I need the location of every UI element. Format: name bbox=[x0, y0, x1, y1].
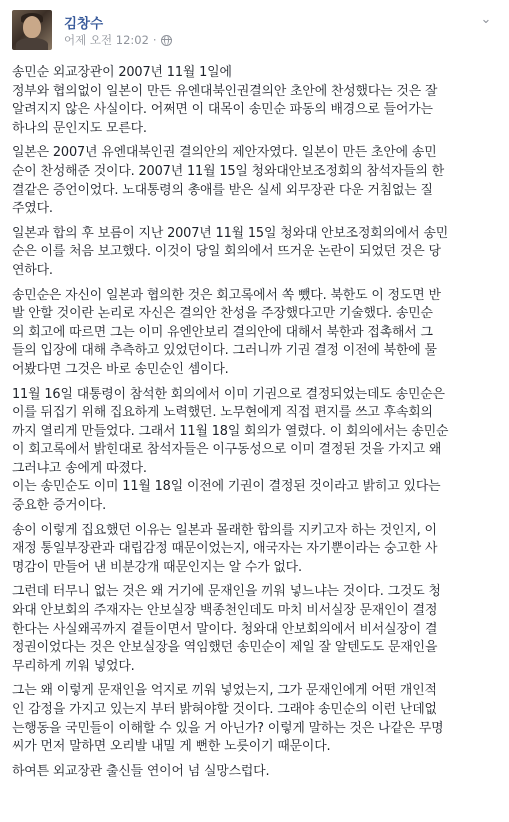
post-text-line: 한다는 사실왜곡까지 곁들이면서 말이다. 청와대 안보회의에서 비서실장이 결 bbox=[12, 621, 438, 637]
post-text-line: 송민순은 자신이 일본과 협의한 것은 회고록에서 쏙 뺐다. 북한도 이 정도면 반 bbox=[12, 287, 441, 303]
post-text-line: 어봤다면 그것은 바로 송민순인 셈이다. bbox=[12, 361, 229, 377]
post-text-line: 인 감정을 가지고 있는지 부터 밝혀야할 것이다. 그래야 송민순의 이런 난데없 bbox=[12, 702, 437, 717]
post-meta bbox=[64, 32, 172, 48]
post-header bbox=[12, 10, 497, 52]
avatar-face bbox=[23, 16, 41, 38]
post-text-line: 연하다. bbox=[12, 262, 53, 278]
post-text-line: 송민순 외교장관이 2007년 11월 1일에 bbox=[12, 65, 232, 80]
post-text-line: 그런데 터무니 없는 것은 왜 거기에 문재인을 끼워 넣느냐는 것이다. 그것도 청 bbox=[12, 584, 441, 600]
post-text-line: 까지 열리게 만들었다. 그래서 11월 18일 회의가 열렸다. 이 회의에서는 송민순 bbox=[12, 423, 449, 439]
post-text-line: 주였다. bbox=[12, 201, 53, 217]
avatar-shoulders bbox=[16, 38, 48, 50]
post-text-line: 송이 이렇게 집요했던 이유는 일본과 몰래한 합의를 지키고자 하는 것인지, 이 bbox=[12, 522, 437, 538]
post-paragraph bbox=[12, 225, 500, 281]
post-paragraph bbox=[12, 144, 500, 218]
avatar[interactable] bbox=[12, 10, 52, 50]
post-text-line: 의 회고에 따르면 그는 이미 유엔안보리 결의안에 대해서 북한과 접촉해서 그 bbox=[12, 324, 433, 340]
post-paragraph bbox=[12, 522, 500, 578]
post-text-line: 하여튼 외교장관 출신들 연이어 넘 실망스럽다. bbox=[12, 763, 270, 779]
post-text-line: 그러냐고 송에게 따졌다. bbox=[12, 460, 147, 476]
post-text-line: 발 안할 것이란 논리로 자신은 결의안 찬성을 주장했다고만 기술했다. 송민순 bbox=[12, 306, 433, 322]
post-text-line: 명감이 만들어 낸 비분강개 때문인지는 알 수가 없다. bbox=[12, 559, 302, 575]
post-text-line: 들의 입장에 대해 추측하고 있었던이다. 그러니까 기권 결정 이전에 북한에 물 bbox=[12, 343, 437, 359]
post-body bbox=[12, 64, 500, 787]
meta-separator: · bbox=[152, 33, 157, 47]
post-text-line: 11월 16일 대통령이 참석한 회의에서 이미 기권으로 결정되었는데도 송민순은 bbox=[12, 386, 445, 402]
post-text-line: 이 회고록에서 밝힌대로 참석자들은 이구동성으로 이미 결정된 것을 가지고 왜 bbox=[12, 442, 442, 458]
post-text-line: 정부와 협의없이 일본이 만든 유엔대북인권결의안 초안에 찬성했다는 것은 잘 bbox=[12, 83, 438, 99]
post-text-line: 이는 송민순도 이미 11월 18일 이전에 기권이 결정된 것이라고 밝히고 있다는 bbox=[12, 479, 441, 495]
post-text-line: 하나의 문인지도 모른다. bbox=[12, 120, 147, 136]
post-text-line: 알려지지 않은 사실이다. 어쩌면 이 대목이 송민순 파동의 배경으로 들어가는 bbox=[12, 102, 433, 118]
chevron-down-icon[interactable]: ⌄ bbox=[480, 11, 492, 27]
post-paragraph bbox=[12, 64, 500, 138]
post-paragraph bbox=[12, 682, 500, 756]
post-text-line: 정권이었다는 것은 안보실장을 역임했던 송민순이 제일 잘 알텐도도 문재인을 bbox=[12, 640, 438, 656]
post-text-line: 순이 찬성해준 것이다. 2007년 11월 15일 청와대안보조정회의 참석자들의 한 bbox=[12, 163, 445, 179]
post-text-line: 그는 왜 이렇게 문재인을 억지로 끼워 넣었는지, 그가 문재인에게 어떤 개인적 bbox=[12, 683, 437, 699]
post-paragraph bbox=[12, 287, 500, 380]
post-text-line: 무리하게 끼워 넣었다. bbox=[12, 658, 135, 674]
post-text-line: 는행동을 국민들이 이해할 수 있을 거 아닌가? 이렇게 말하는 것은 나같은 무명 bbox=[12, 720, 444, 736]
post-text-line: 결같은 증언이었다. 노대통령의 총애를 받은 실세 외무장관 다운 거침없는 질 bbox=[12, 182, 433, 198]
post-text-line: 씨가 먼저 말하면 오리발 내밀 게 뻔한 노릇이기 때문이다. bbox=[12, 739, 331, 755]
post-text-line: 와대 안보회의 주재자는 안보실장 백종천인데도 마치 비서실장 문재인이 결정 bbox=[12, 603, 438, 619]
author-name[interactable]: 김창수 bbox=[64, 16, 104, 32]
post-timestamp[interactable]: 어제 오전 12:02 bbox=[64, 33, 149, 47]
post-paragraph bbox=[12, 386, 500, 516]
post-paragraph bbox=[12, 583, 500, 676]
post-text-line: 중요한 증거이다. bbox=[12, 498, 107, 514]
post-text-line: 이를 뒤집기 위해 집요하게 노력했던. 노무현에게 직접 편지를 쓰고 후속회의 bbox=[12, 405, 433, 421]
post-text-line: 일본과 합의 후 보름이 지난 2007년 11월 15일 청와대 안보조정회의에서 송민 bbox=[12, 225, 449, 241]
post-text-line: 일본은 2007년 유엔대북인권 결의안의 제안자였다. 일본이 만든 초안에 송민 bbox=[12, 145, 437, 161]
post-text-line: 재정 통일부장관과 대립감정 때문이었는지, 애국자는 자기뿐이라는 숭고한 사 bbox=[12, 541, 438, 557]
globe-icon[interactable] bbox=[161, 35, 172, 46]
post-text-line: 순은 이를 처음 보고했다. 이것이 당일 회의에서 뜨거운 논란이 되었던 것은 당 bbox=[12, 244, 441, 260]
post-paragraph bbox=[12, 763, 500, 782]
